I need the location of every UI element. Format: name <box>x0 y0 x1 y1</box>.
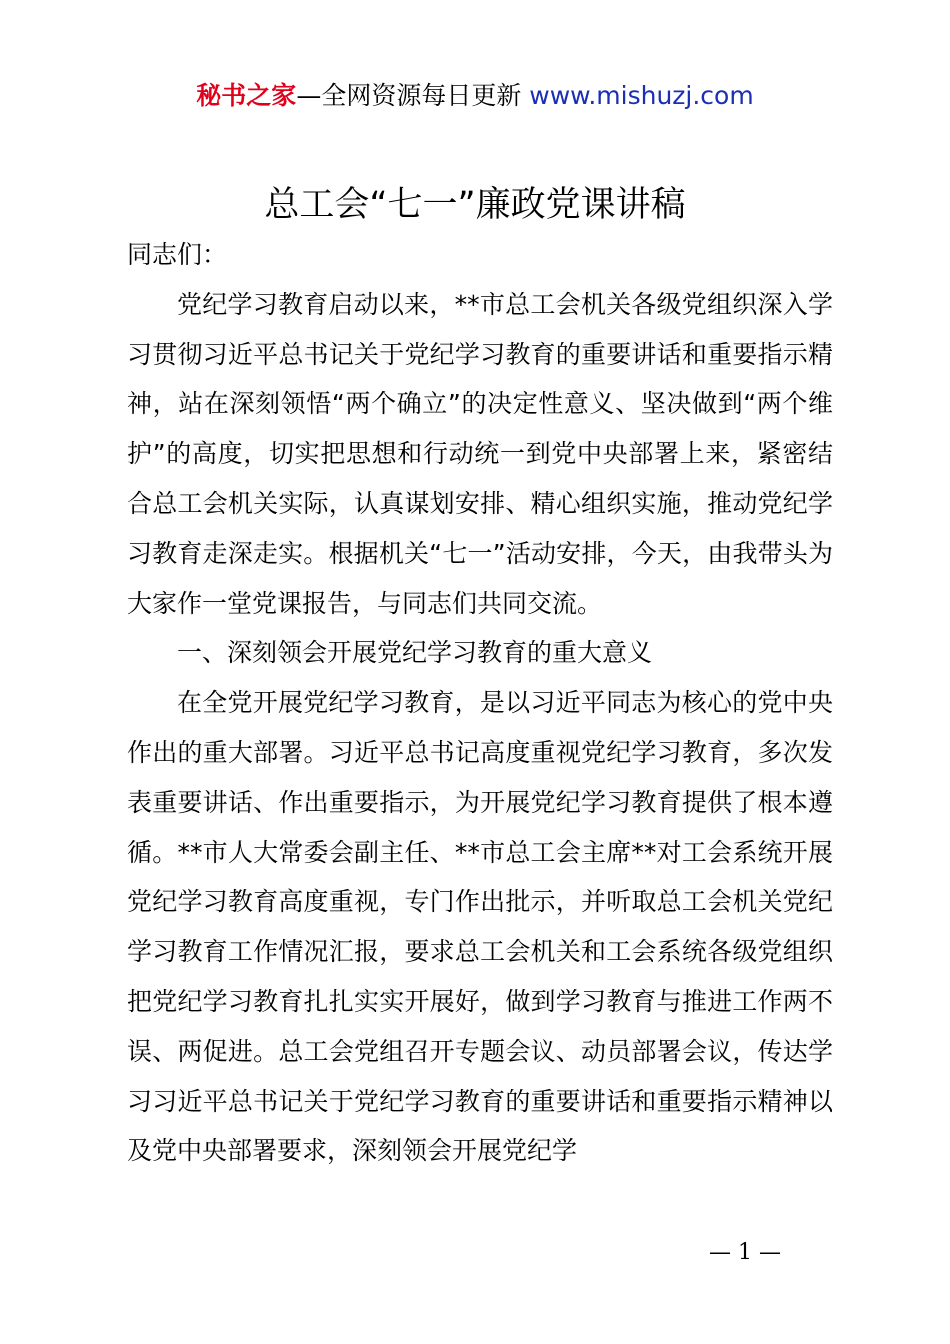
site-tagline: —全网资源每日更新 <box>296 81 522 110</box>
paragraph-intro: 党纪学习教育启动以来，**市总工会机关各级党组织深入学习贯彻习近平总书记关于党纪学习教育的重要讲话和重要指示精神，站在深刻领悟“两个确立”的决定性意义、坚决做到“两个维护”的高度，切实把思想和行动统一到党中央部署上来，紧密结合总工会机关实际，认真谋划安排、精心组织实施，推动党纪学习教育走深走实。根据机关“七一”活动安排，今天，由我带头为大家作一堂党课报告，与同志们共同交流。 <box>127 289 833 618</box>
site-url-link[interactable]: www.mishuzj.com <box>529 81 754 110</box>
site-header <box>0 78 950 114</box>
document-body <box>127 230 833 1176</box>
section-heading-1: 一、深刻领会开展党纪学习教育的重大意义 <box>177 638 653 668</box>
site-brand: 秘书之家 <box>196 81 297 110</box>
page-number: — 1 — <box>709 1240 781 1265</box>
paragraph-section-1: 在全党开展党纪学习教育，是以习近平同志为核心的党中央作出的重大部署。习近平总书记高度重视党纪学习教育，多次发表重要讲话、作出重要指示，为开展党纪学习教育提供了根本遵循。**市人大常委会副主任、**市总工会主席**对工会系统开展党纪学习教育高度重视，专门作出批示，并听取总工会机关党纪学习教育工作情况汇报，要求总工会机关和工会系统各级党组织把党纪学习教育扎扎实实开展好，做到学习教育与推进工作两不误、两促进。总工会党组召开专题会议、动员部署会议，传达学习习近平总书记关于党纪学习教育的重要讲话和重要指示精神以及党中央部署要求，深刻领会开展党纪学 <box>127 688 833 1166</box>
document-title: 总工会“七一”廉政党课讲稿 <box>264 185 686 225</box>
salutation: 同志们： <box>127 240 228 269</box>
